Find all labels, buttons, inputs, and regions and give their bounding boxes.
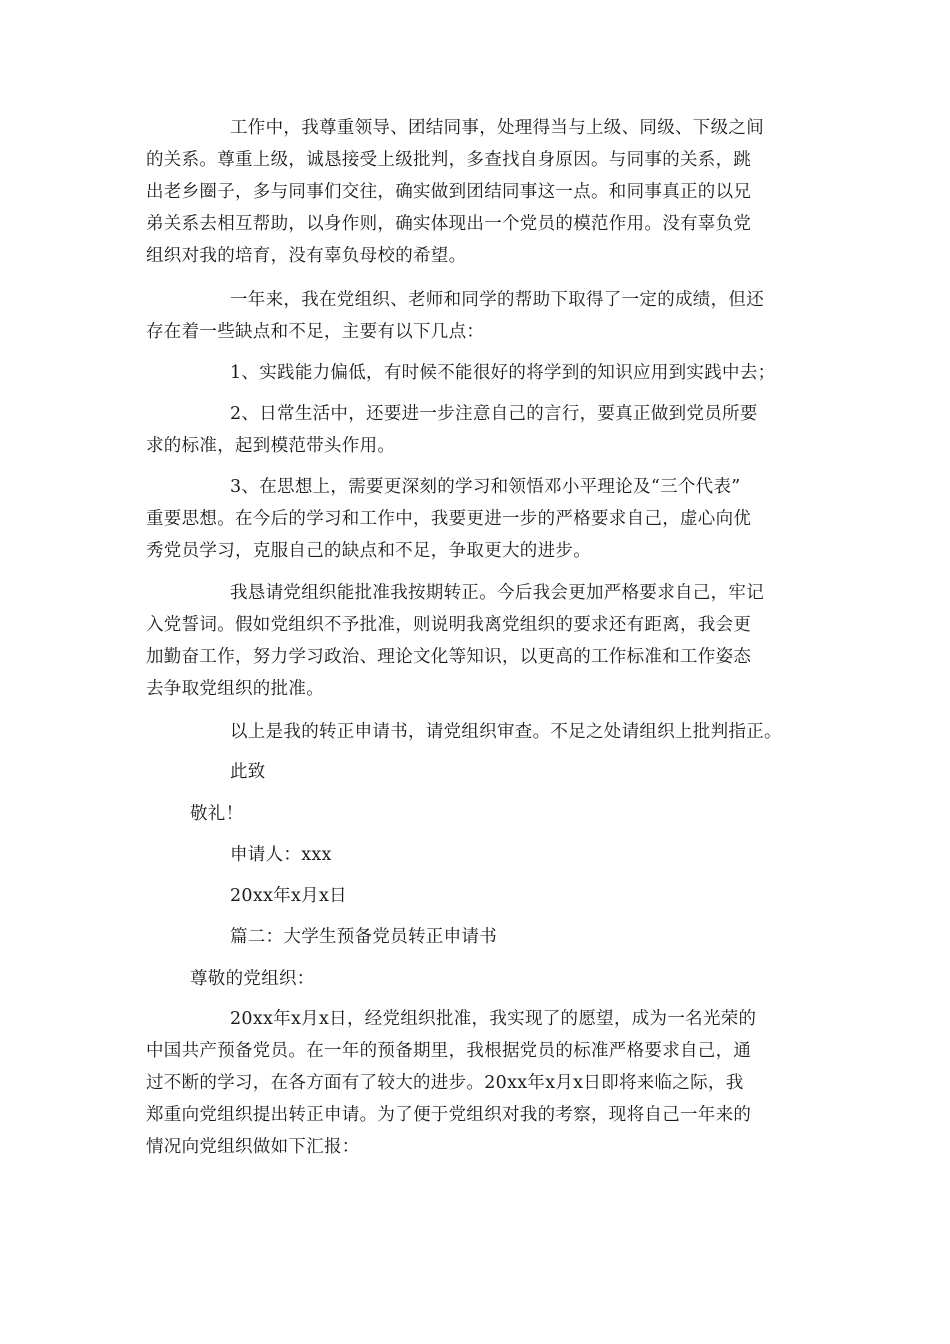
text-line: 重要思想。在今后的学习和工作中，我要更进一步的严格要求自己，虚心向优: [146, 509, 752, 529]
paragraph-request: [146, 577, 806, 705]
text-line: 1、实践能力偏低，有时候不能很好的将学到的知识应用到实践中去；: [230, 363, 776, 383]
paragraph-point-2: [146, 398, 806, 462]
paragraph-point-1: [146, 357, 806, 389]
paragraph-point-3: [146, 471, 806, 567]
paragraph-work-relations: [146, 112, 806, 272]
section-two-salutation: 尊敬的党组织：: [190, 969, 315, 989]
text-line: 组织对我的培育，没有辜负母校的希望。: [146, 246, 467, 266]
text-line: 以上是我的转正申请书，请党组织审查。不足之处请组织上批判指正。: [230, 722, 782, 742]
text-line: 工作中，我尊重领导、团结同事，处理得当与上级、同级、下级之间: [230, 118, 764, 138]
text-line: 存在着一些缺点和不足，主要有以下几点：: [146, 322, 485, 342]
text-line: 我恳请党组织能批准我按期转正。今后我会更加严格要求自己，牢记: [230, 583, 764, 603]
paragraph-section-two-intro: [146, 1003, 806, 1163]
text-line: 出老乡圈子，多与同事们交往，确实做到团结同事这一点。和同事真正的以兄: [146, 182, 752, 202]
section-two-heading: 篇二：大学生预备党员转正申请书: [230, 927, 497, 947]
application-date: 20xx年x月x日: [230, 886, 347, 906]
text-line: 3、在思想上，需要更深刻的学习和领悟邓小平理论及“三个代表”: [230, 477, 741, 497]
text-line: 加勤奋工作，努力学习政治、理论文化等知识，以更高的工作标准和工作姿态: [146, 647, 752, 667]
closing-jingli: 敬礼！: [190, 804, 244, 824]
text-line: 情况向党组织做如下汇报：: [146, 1137, 360, 1157]
paragraph-conclusion: [146, 716, 806, 748]
text-line: 过不断的学习，在各方面有了较大的进步。20xx年x月x日即将来临之际，我: [146, 1073, 744, 1093]
text-line: 的关系。尊重上级，诚恳接受上级批判，多查找自身原因。与同事的关系，跳: [146, 150, 752, 170]
text-line: 郑重向党组织提出转正申请。为了便于党组织对我的考察，现将自己一年来的: [146, 1105, 752, 1125]
text-line: 弟关系去相互帮助，以身作则，确实体现出一个党员的模范作用。没有辜负党: [146, 214, 752, 234]
text-line: 中国共产预备党员。在一年的预备期里，我根据党员的标准严格要求自己，通: [146, 1041, 752, 1061]
text-line: 一年来，我在党组织、老师和同学的帮助下取得了一定的成绩，但还: [230, 290, 764, 310]
closing-cizhi: 此致: [230, 762, 266, 782]
text-line: 入党誓词。假如党组织不予批准，则说明我离党组织的要求还有距离，我会更: [146, 615, 752, 635]
text-line: 去争取党组织的批准。: [146, 679, 324, 699]
paragraph-shortcomings-intro: [146, 284, 806, 348]
text-line: 20xx年x月x日，经党组织批准，我实现了的愿望，成为一名光荣的: [230, 1009, 757, 1029]
text-line: 求的标准，起到模范带头作用。: [146, 436, 396, 456]
text-line: 秀党员学习，克服自己的缺点和不足，争取更大的进步。: [146, 541, 591, 561]
text-line: 2、日常生活中，还要进一步注意自己的言行，要真正做到党员所要: [230, 404, 758, 424]
applicant-name: 申请人：xxx: [230, 845, 332, 865]
